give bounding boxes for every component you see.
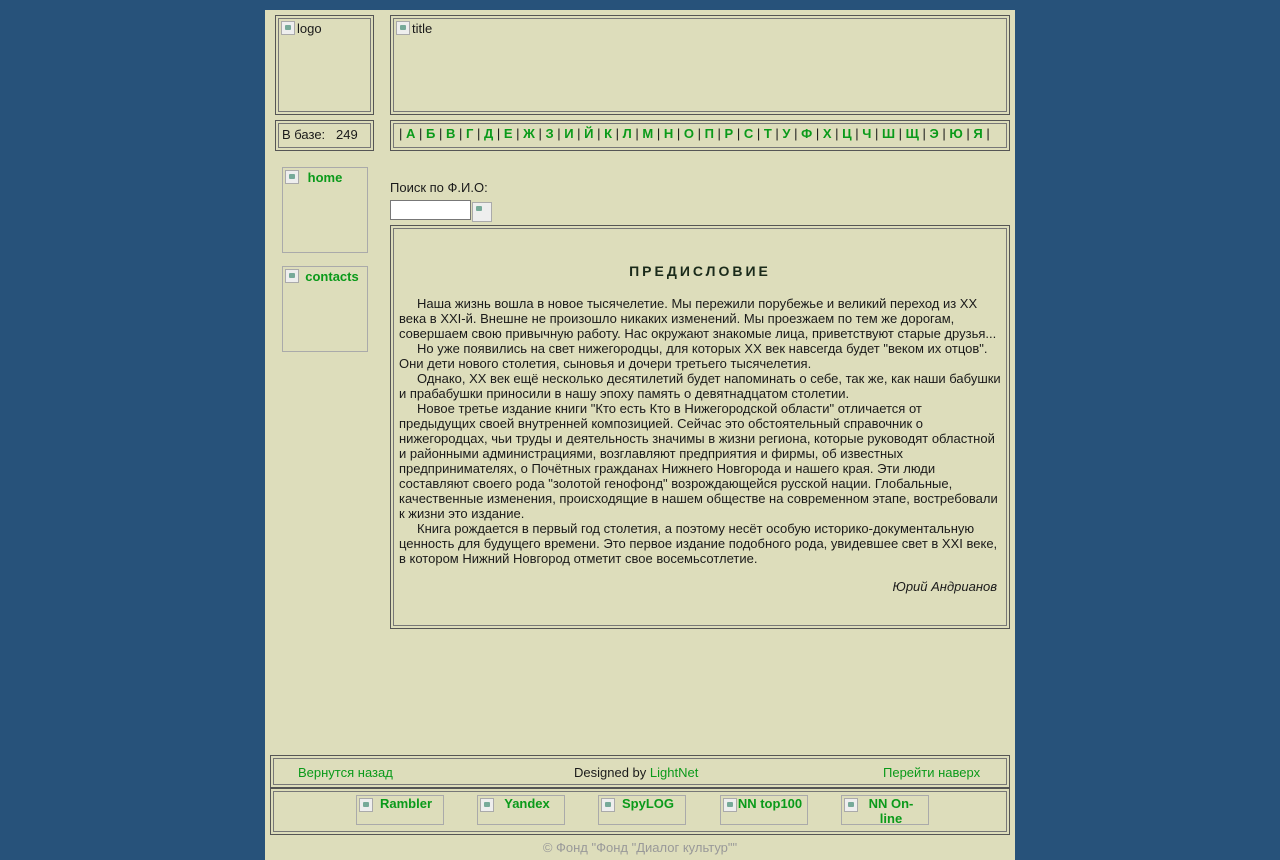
alphabet-letter-link[interactable]: Я xyxy=(973,126,983,141)
alphabet-separator: | xyxy=(512,126,524,141)
preface-body xyxy=(399,296,1001,566)
alphabet-separator: | xyxy=(753,126,764,141)
designer-link[interactable]: LightNet xyxy=(649,765,699,780)
counter-label[interactable]: Rambler xyxy=(379,796,433,811)
contacts-icon xyxy=(285,269,299,283)
alphabet-separator: | xyxy=(771,126,783,141)
alphabet-index xyxy=(393,123,1007,148)
alphabet-separator: | xyxy=(534,126,546,141)
title-alt-text: title xyxy=(412,21,433,36)
spylog-counter[interactable] xyxy=(598,795,686,825)
alphabet-separator: | xyxy=(790,126,802,141)
counter-label[interactable]: NN top100 xyxy=(737,796,803,811)
counter-label[interactable]: SpyLOG xyxy=(621,796,674,811)
preface-paragraph: Наша жизнь вошла в новое тысячелетие. Мы пережили порубежье и великий переход из XX века в XXI-й. Внешне не произошло никаких изменений. Мы проезжаем по тем же дорогам, совершаем свою привычную работу. Нас окружают знакомые лица, приветствуют старые друзья... xyxy=(399,296,997,341)
alphabet-letter-link[interactable]: И xyxy=(564,126,574,141)
designed-by-label: Designed by xyxy=(574,765,647,780)
alphabet-separator: | xyxy=(653,126,664,141)
preface-paragraph: Однако, XX век ещё несколько десятилетий будет напоминать о себе, так же, как наши бабушки и прабабушки приносили в нашу эпоху память о девятнадцатом столетии. xyxy=(399,371,1001,401)
search-label: Поиск по Ф.И.О: xyxy=(390,180,488,195)
sidebar-item-label[interactable]: home xyxy=(307,170,343,185)
nn-online-icon xyxy=(844,798,858,812)
alphabet-separator: | xyxy=(831,126,843,141)
to-top-link[interactable]: Перейти наверх xyxy=(883,765,981,780)
alphabet-separator: | xyxy=(612,126,623,141)
alphabet-letter-link[interactable]: Ш xyxy=(881,126,896,141)
alphabet-frame xyxy=(390,120,1010,151)
alphabet-letter-link[interactable]: Х xyxy=(822,126,832,141)
alphabet-separator: | xyxy=(455,126,466,141)
alphabet-letter-link[interactable]: М xyxy=(642,126,654,141)
alphabet-letter-link[interactable]: В xyxy=(445,126,456,141)
alphabet-separator: | xyxy=(918,126,930,141)
alphabet-separator: | xyxy=(812,126,823,141)
alphabet-letter-link[interactable]: У xyxy=(782,126,791,141)
alphabet-separator: | xyxy=(473,126,484,141)
designed-by xyxy=(574,765,698,780)
spylog-icon xyxy=(601,798,615,812)
alphabet-separator: | xyxy=(493,126,504,141)
alphabet-separator: | xyxy=(962,126,974,141)
alphabet-separator: | xyxy=(593,126,605,141)
alphabet-separator: | xyxy=(982,126,990,141)
copyright: © Фонд "Фонд "Диалог культур"" xyxy=(542,840,738,855)
yandex-counter[interactable] xyxy=(477,795,565,825)
db-count-label: В базе: xyxy=(282,127,326,142)
sidebar-item-label[interactable]: contacts xyxy=(305,269,359,284)
nn-online-counter[interactable] xyxy=(841,795,929,825)
alphabet-letter-link[interactable]: Й xyxy=(584,126,594,141)
db-count-frame xyxy=(275,120,374,151)
search-input[interactable] xyxy=(390,200,471,220)
alphabet-letter-link[interactable]: Р xyxy=(724,126,734,141)
rambler-counter[interactable] xyxy=(356,795,444,825)
alphabet-letter-link[interactable]: Щ xyxy=(905,126,919,141)
alphabet-letter-link[interactable]: П xyxy=(704,126,714,141)
preface-author: Юрий Андрианов xyxy=(892,579,997,594)
preface-heading: ПРЕДИСЛОВИЕ xyxy=(629,263,771,279)
preface-paragraph: Но уже появились на свет нижегородцы, для которых XX век навсегда будет "веком их отцов". Они дети нового столетия, сыновья и дочери третьего тысячелетия. xyxy=(399,341,988,371)
alphabet-separator: | xyxy=(399,126,406,141)
alphabet-letter-link[interactable]: Ж xyxy=(523,126,535,141)
logo-image xyxy=(281,21,322,36)
alphabet-separator: | xyxy=(693,126,705,141)
alphabet-letter-link[interactable]: А xyxy=(406,126,416,141)
preface-frame xyxy=(390,225,1010,629)
broken-image-icon xyxy=(281,21,295,35)
alphabet-separator: | xyxy=(553,126,565,141)
alphabet-letter-link[interactable]: Т xyxy=(763,126,772,141)
alphabet-letter-link[interactable]: Э xyxy=(929,126,939,141)
footer-links-frame xyxy=(270,755,1010,788)
alphabet-separator: | xyxy=(631,126,643,141)
alphabet-letter-link[interactable]: Ю xyxy=(949,126,963,141)
sidebar-item-home[interactable] xyxy=(282,167,368,253)
alphabet-letter-link[interactable]: Ф xyxy=(801,126,813,141)
alphabet-letter-link[interactable]: О xyxy=(683,126,694,141)
counter-label[interactable]: Yandex xyxy=(504,796,550,811)
db-count-value: 249 xyxy=(336,127,358,142)
alphabet-separator: | xyxy=(938,126,950,141)
sidebar-item-contacts[interactable] xyxy=(282,266,368,352)
logo-alt-text: logo xyxy=(297,21,322,36)
title-frame xyxy=(390,15,1010,115)
alphabet-letter-link[interactable]: Г xyxy=(465,126,474,141)
alphabet-separator: | xyxy=(573,126,585,141)
alphabet-separator: | xyxy=(895,126,906,141)
rambler-icon xyxy=(359,798,373,812)
alphabet-letter-link[interactable]: Е xyxy=(503,126,513,141)
alphabet-letter-link[interactable]: К xyxy=(604,126,613,141)
back-link[interactable]: Вернутся назад xyxy=(298,765,393,780)
alphabet-separator: | xyxy=(733,126,744,141)
yandex-icon xyxy=(480,798,494,812)
nn-top100-counter[interactable] xyxy=(720,795,808,825)
search-submit-icon[interactable] xyxy=(472,202,492,222)
alphabet-letter-link[interactable]: З xyxy=(545,126,554,141)
alphabet-letter-link[interactable]: Н xyxy=(663,126,674,141)
alphabet-separator: | xyxy=(673,126,684,141)
alphabet-letter-link[interactable]: Л xyxy=(622,126,632,141)
preface-paragraph: Новое третье издание книги "Кто есть Кто в Нижегородской области" отличается от предыдущих своей внутренней композицией. Сейчас это обстоятельный справочник о нижегородцах, чьи труды и деятельность значимы в жизни региона, которые руководят областной и районными администрациями, возглавляют предприятия и фирмы, об известных предпринимателях, о Почётных гражданах Нижнего Новгорода и нашего края. Эти люди составляют своего рода "золотой генофонд" возрождающейся русской нации. Глобальные, качественные изменения, происходящие в нашем обществе на современном этапе, востребовали к жизни это издание. xyxy=(399,401,998,521)
logo-frame xyxy=(275,15,374,115)
broken-image-icon xyxy=(396,21,410,35)
alphabet-letter-link[interactable]: Ч xyxy=(862,126,872,141)
alphabet-letter-link[interactable]: Ц xyxy=(842,126,852,141)
counter-label[interactable]: NN On-line xyxy=(868,796,914,826)
preface-content xyxy=(393,228,1007,626)
alphabet-separator: | xyxy=(871,126,882,141)
nn-top100-icon xyxy=(723,798,737,812)
alphabet-letter-link[interactable]: С xyxy=(743,126,754,141)
alphabet-separator: | xyxy=(415,126,426,141)
alphabet-letter-link[interactable]: Б xyxy=(426,126,436,141)
alphabet-separator: | xyxy=(713,126,725,141)
alphabet-letter-link[interactable]: Д xyxy=(483,126,494,141)
page-container xyxy=(265,10,1015,860)
home-icon xyxy=(285,170,299,184)
alphabet-separator: | xyxy=(435,126,446,141)
preface-paragraph: Книга рождается в первый год столетия, а поэтому несёт особую историко-документальную ценность для будущего времени. Это первое издание подобного рода, увидевшее свет в XXI веке, в котором Нижний Новгород отметит свое восемьсотлетие. xyxy=(399,521,998,566)
alphabet-separator: | xyxy=(851,126,863,141)
title-image xyxy=(396,21,432,36)
